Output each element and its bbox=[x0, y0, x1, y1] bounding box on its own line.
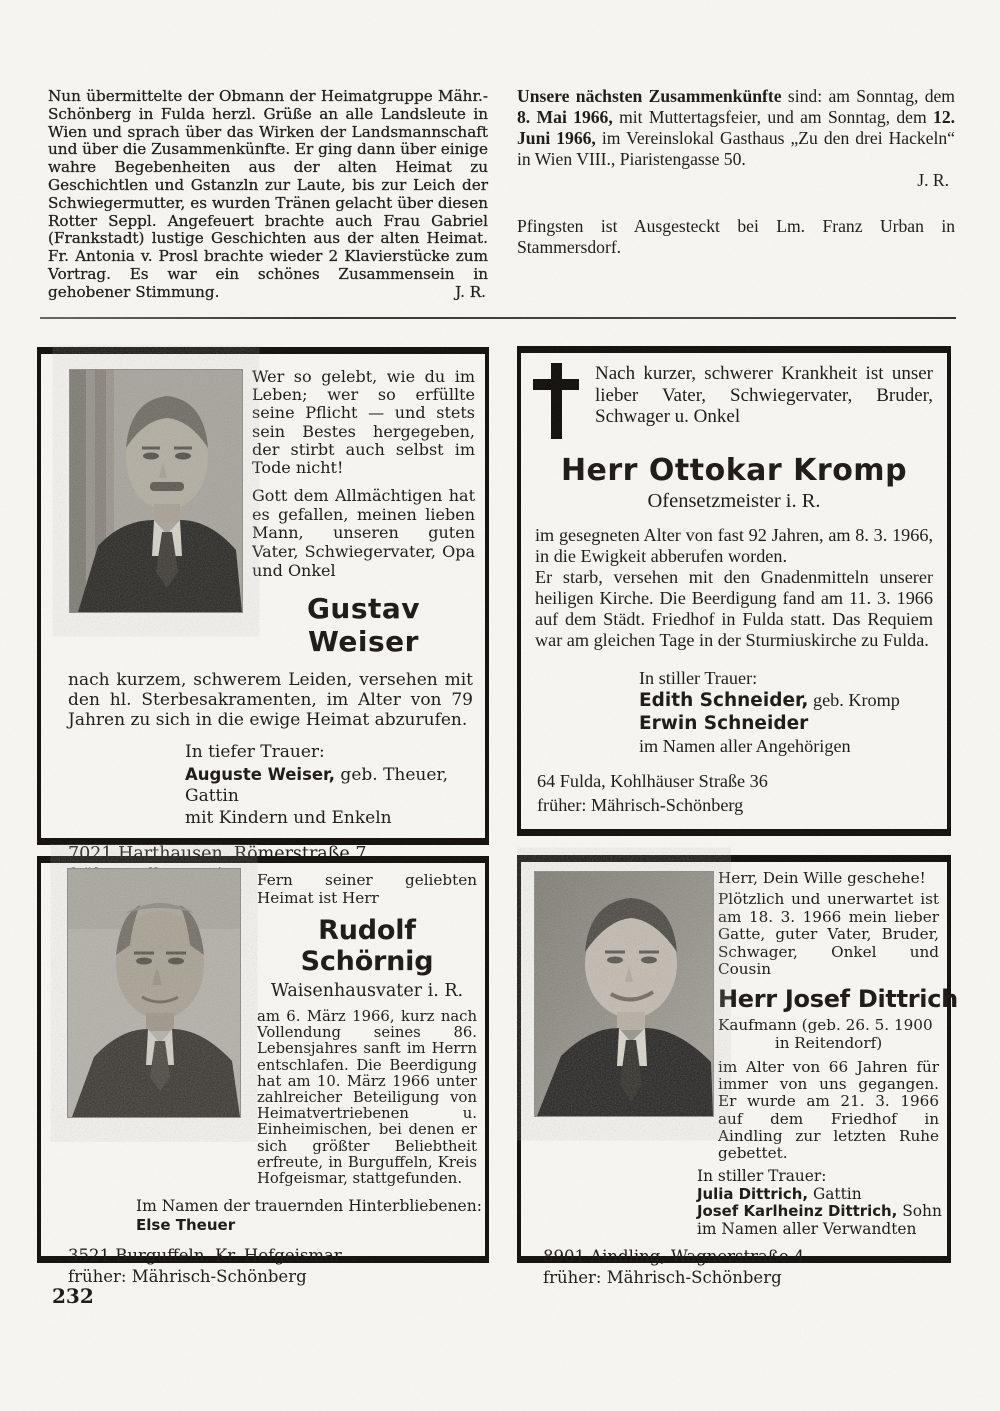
news-signature: J. R. bbox=[455, 282, 486, 301]
mourner-line: Auguste Weiser, geb. Theuer, Gattin bbox=[185, 764, 449, 807]
obituary-weiser bbox=[37, 347, 489, 865]
news-text: Nun übermittelte der Obmann der Heimatgruppe Mähr.-Schönberg in Fulda herzl. Grüße an alle Landsleute in Wien und sprach über das Wirken der Landsmannschaft und über die Zusammenkünfte. Er ging dann über einige wahre Begebenheiten aus der alten Heimat zu Geschichtlen und Gstanzln zur Laute, bis zur Leich der Schwiegermutter, es wurden Tränen gelacht über diesen Rotter Seppl. Angefeuert brachte auch Frau Gabriel (Frankstadt) lustige Geschichten aus der alten Heimat. Fr. Antonia v. Prosl brachte wieder 2 Klavierstücke zum Vortrag. Es war ein schönes Zusammensein in gehobener Stimmung. bbox=[48, 87, 488, 301]
kromp-name: Herr Ottokar Kromp bbox=[560, 453, 908, 488]
kromp-address bbox=[537, 769, 947, 817]
portrait-photo-schoernig bbox=[68, 869, 240, 1117]
weiser-text-column bbox=[252, 368, 475, 658]
weiser-intro: Gott dem Allmächtigen hat es gefallen, meinen lieben Mann, unseren guten Vater, Schwiegervater, Opa und Onkel bbox=[252, 486, 475, 580]
mourn-label: In tiefer Trauer: bbox=[185, 742, 325, 763]
mourn-label: Im Namen der trauernden Hinterbliebenen: bbox=[136, 1197, 482, 1216]
address-line: 7021 Harthausen, Römerstraße 7 bbox=[68, 844, 367, 865]
address-line: 64 Fulda, Kohlhäuser Straße 36 bbox=[537, 771, 768, 791]
obituary-schoernig bbox=[37, 856, 489, 1287]
mourner-line: im Namen aller Angehörigen bbox=[639, 736, 851, 756]
weiser-after: nach kurzem, schwerem Leiden, versehen mit den hl. Sterbesakramenten, im Alter von 79 Jahren zu sich in die ewige Heimat abzurufen. bbox=[68, 670, 473, 731]
obituary-dittrich bbox=[517, 855, 958, 1287]
schoernig-title: Waisenhausvater i. R. bbox=[270, 981, 464, 1001]
pfingsten-paragraph: Pfingsten ist Ausgesteckt bei Lm. Franz Urban in Stammersdorf. bbox=[517, 216, 955, 257]
schoernig-mourners bbox=[136, 1197, 485, 1235]
date-june: 12. Juni 1966, bbox=[517, 107, 956, 148]
obituary-kromp bbox=[517, 346, 951, 836]
horizontal-divider bbox=[40, 317, 956, 319]
dittrich-body: im Alter von 66 Jahren für immer von uns gegangen. Er wurde am 21. 3. 1966 auf dem Friedhof in Aindling zur letzten Ruhe gebettet. bbox=[718, 1057, 939, 1162]
address-line: früher: Mährisch-Schönberg bbox=[543, 1267, 782, 1287]
page-number: 232 bbox=[52, 1284, 94, 1308]
schoernig-text-column bbox=[257, 871, 477, 1187]
address-line: 3521 Burguffeln, Kr. Hofgeismar bbox=[68, 1246, 342, 1266]
weiser-name: Gustav Weiser bbox=[306, 592, 421, 659]
schoernig-name: Rudolf Schörnig bbox=[300, 915, 434, 977]
dittrich-text-column bbox=[718, 869, 958, 1162]
portrait-photo-dittrich bbox=[535, 872, 713, 1116]
mourner-line: Edith Schneider, geb. Kromp bbox=[639, 690, 900, 711]
weiser-verse: Wer so gelebt, wie du im Leben; wer so erfüllte seine Pflicht — und stets sein Bestes hergegeben, der stirbt auch selbst im Tode nicht! bbox=[252, 367, 475, 478]
dittrich-title-line1: Kaufmann (geb. 26. 5. 1900 bbox=[718, 1015, 933, 1034]
dittrich-intro: Plötzlich und unerwartet ist am 18. 3. 1966 mein lieber Gatte, guter Vater, Bruder, Schwager, Onkel und Cousin bbox=[718, 890, 939, 979]
date-may: 8. Mai 1966, bbox=[517, 107, 613, 127]
mourn-label: In stiller Trauer: bbox=[697, 1167, 827, 1186]
kromp-intro: Nach kurzer, schwerer Krankheit ist unser lieber Vater, Schwiegervater, Bruder, Schwager u. Onkel bbox=[595, 363, 933, 428]
mourner-line: Else Theuer bbox=[136, 1216, 236, 1235]
address-line: früher: Mährisch-Schönberg bbox=[68, 1267, 307, 1287]
mourner-line: mit Kindern und Enkeln bbox=[185, 807, 392, 828]
mourner-line: Josef Karlheinz Dittrich, Sohn bbox=[697, 1202, 942, 1221]
kromp-intro-row bbox=[533, 363, 933, 441]
dittrich-motto: Herr, Dein Wille geschehe! bbox=[718, 869, 926, 887]
schoernig-address bbox=[68, 1245, 485, 1287]
weiser-mourners bbox=[185, 742, 485, 829]
dittrich-address bbox=[543, 1246, 947, 1288]
address-line: früher: Mährisch-Schönberg bbox=[537, 795, 744, 815]
portrait-photo-weiser bbox=[70, 370, 242, 612]
kromp-title: Ofensetzmeister i. R. bbox=[647, 490, 821, 512]
announcements-column bbox=[517, 86, 955, 258]
mourner-line: im Namen aller Verwandten bbox=[697, 1219, 917, 1238]
address-line: 8901 Aindling, Wagnerstraße 4 bbox=[543, 1246, 805, 1266]
mourner-line: Erwin Schneider bbox=[639, 713, 809, 734]
meetings-paragraph: Unsere nächsten Zusammenkünfte sind: am Sonntag, dem 8. Mai 1966, mit Muttertagsfeier, und am Sonntag, dem 12. Juni 1966, im Vereinslokal Gasthaus „Zu den drei Hackeln“ in Wien VIII., Piaristengasse 50. bbox=[517, 86, 956, 169]
bold-lead: Unsere nächsten Zusammenkünfte bbox=[517, 86, 782, 106]
dittrich-name: Herr Josef Dittrich bbox=[718, 984, 958, 1013]
kromp-body1: im gesegneten Alter von fast 92 Jahren, am 8. 3. 1966, in die Ewigkeit abberufen worden. bbox=[535, 525, 933, 566]
schoernig-intro: Fern seiner geliebten Heimat ist Herr bbox=[257, 871, 477, 907]
dittrich-mourners bbox=[697, 1168, 947, 1238]
kromp-mourners bbox=[639, 667, 947, 757]
mourner-line: Julia Dittrich, Gattin bbox=[697, 1184, 862, 1203]
announcement-signature: J. R. bbox=[917, 170, 949, 190]
schoernig-body: am 6. März 1966, kurz nach Vollendung seines 86. Lebensjahres sanft im Herrn entschlafen. Die Beerdigung hat am 10. März 1966 unter zahlreicher Beteiligung von Heimatvertriebenen u. Einheimischen, bei denen er sich größter Beliebtheit erfreute, in Burguffeln, Kreis Hofgeismar, stattgefunden. bbox=[257, 1008, 477, 1188]
mourn-label: In stiller Trauer: bbox=[639, 668, 758, 688]
dittrich-title-line2: in Reitendorf) bbox=[774, 1033, 883, 1052]
kromp-body2: Er starb, versehen mit den Gnadenmitteln unserer heiligen Kirche. Die Beerdigung fand am 11. 3. 1966 auf dem Städt. Friedhof in Fulda statt. Das Requiem war am gleichen Tage in der Sturmiuskirche zu Fulda. bbox=[535, 567, 933, 650]
cross-icon bbox=[533, 363, 579, 441]
news-paragraph bbox=[48, 88, 488, 302]
